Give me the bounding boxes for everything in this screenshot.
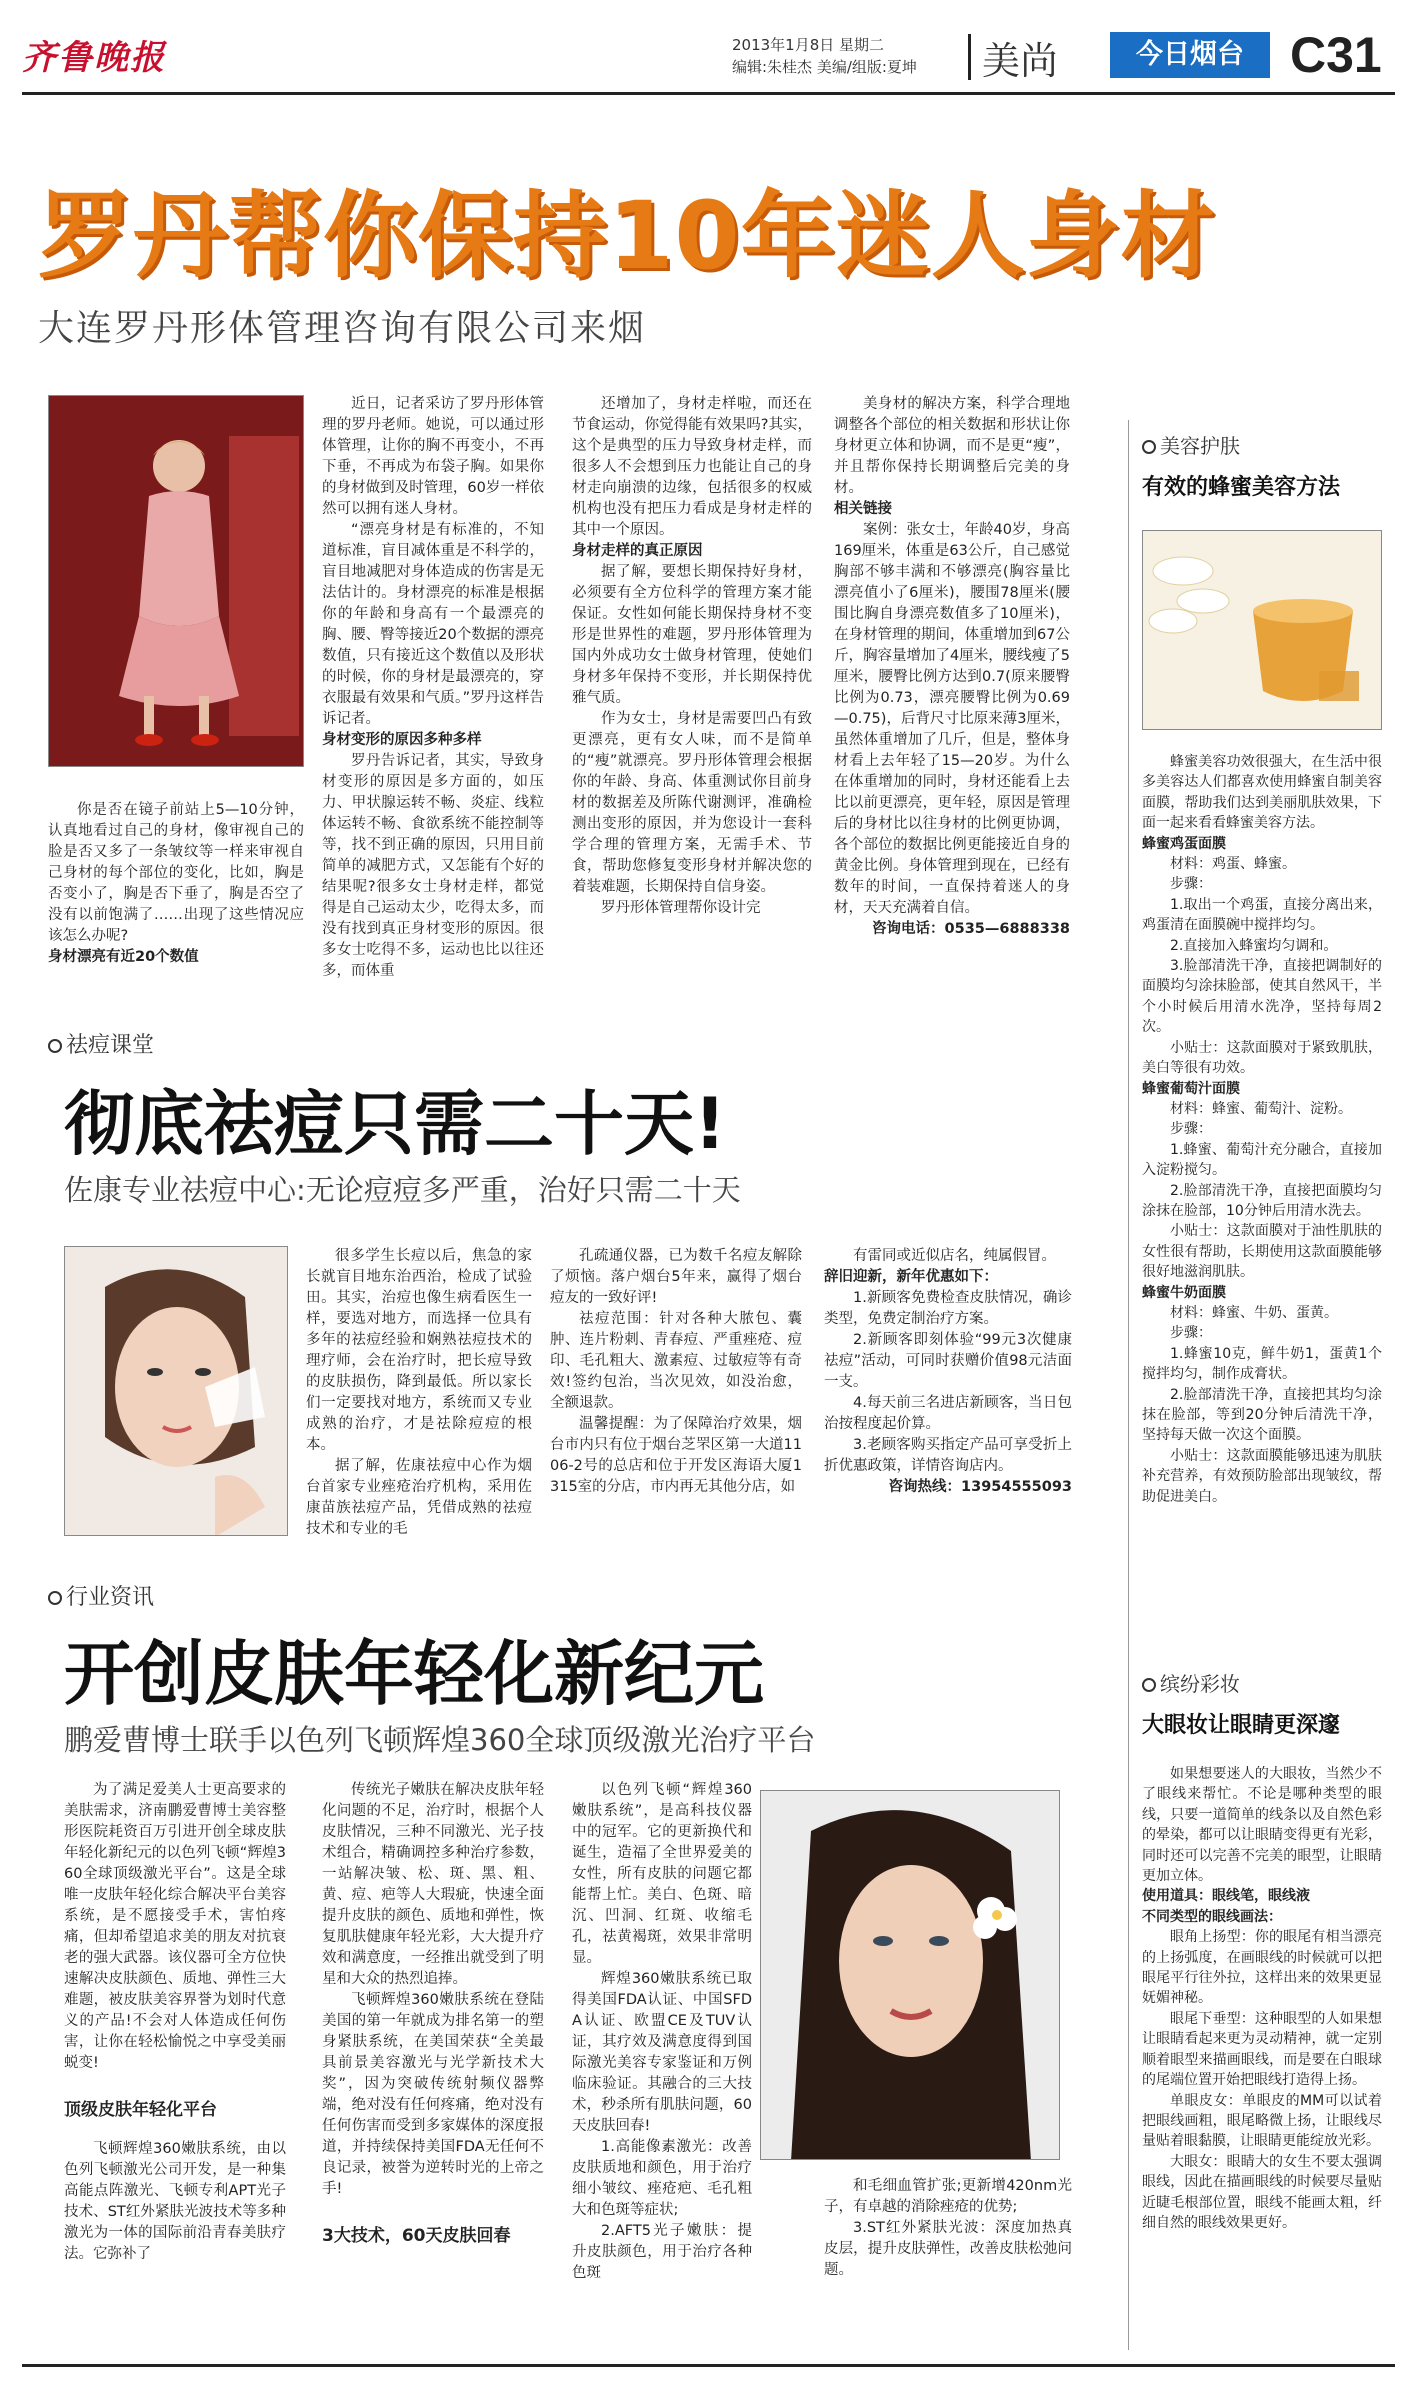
article2-paragraph: 据了解，佐康祛痘中心作为烟台首家专业痤疮治疗机构，采用佐康苗族祛痘产品，凭借成熟的祛痘技术和专业的毛 [306,1458,532,1537]
recipe-tip: 小贴士：这款面膜对于油性肌肤的女性很有帮助，长期使用这款面膜能够很好地滋润肌肤。 [1142,1223,1382,1281]
recipe-step: 1.蜂蜜10克，鲜牛奶1，蛋黄1个搅拌均匀，制作成膏状。 [1142,1345,1382,1383]
recipe-step: 2.脸部清洗干净，直接把其均匀涂抹在脸部，等到20分钟后清洗干净，坚持每天做一次这个面膜。 [1142,1386,1382,1444]
article2-offer-head: 辞旧迎新，新年优惠如下： [824,1269,998,1285]
article1-col4 [834,394,1070,940]
sidebar-divider [1128,420,1129,2350]
article1-case: 案例：张女士，年龄40岁，身高169厘米，体重是63公斤，自己感觉胸部不够丰满和不够漂亮(胸容量比漂亮值小了6厘米)，腰围78厘米(腰围比胸自身漂亮数值多了10厘米)，在身材管理的期间，体重增加到67公斤，胸容量增加了4厘米，腰线瘦了5厘米，腰臀比例方达到0.7(原来腰臀比例为0.73，漂亮腰臀比例为0.69—0.75)，后背尺寸比原来薄3厘米，虽然体重增加了几斤，但是，整体身材看上去年轻了15—20岁。为什么在体重增加的同时，身材还能看上去比以前更漂亮，更年轻，原因是管理后的身材比以往身材的比例更协调，各个部位的数据比例更能接近自身的黄金比例。身体管理到现在，已经有数年的时间，一直保持着迷人的身材，天天充满着自信。 [834,522,1070,916]
article3-paragraph: 传统光子嫩肤在解决皮肤年轻化问题的不足，治疗时，根据个人皮肤情况，三种不同激光、光子技术组合，精确调控多种治疗参数，一站解决皱、松、斑、黑、粗、黄、痘、疤等人大瑕疵，快速全面提升皮肤的颜色、质地和弹性，恢复肌肤健康年轻光彩，大大提升疗效和满意度，一经推出就受到了明星和大众的热烈追捧。 [322,1782,544,1987]
page-number: C31 [1290,27,1382,83]
issue-date: 2013年1月8日 星期二 [732,36,885,54]
article2-col1 [306,1246,532,1540]
recipe-title: 蜂蜜鸡蛋面膜 [1142,835,1226,852]
article2-col3 [824,1246,1072,1498]
article1-subhead-3: 身材走样的真正原因 [572,543,703,559]
article2-offer: 4.每天前三名进店新顾客，当日包治按程度起价算。 [824,1395,1072,1432]
article3-subhead-2: 3大技术，60天皮肤回春 [322,2226,511,2246]
article2-offer: 2.新顾客即刻体验“99元3次健康祛痘”活动，可同时获赠价值98元洁面一支。 [824,1332,1072,1390]
circle-bullet-icon [48,1591,62,1605]
recipe-step: 2.直接加入蜂蜜均匀调和。 [1170,937,1338,954]
article2-col2 [550,1246,802,1498]
photo-illustration-icon [49,396,304,767]
sidebar2-headline: 大眼妆让眼睛更深邃 [1142,1713,1341,1738]
recipe-step: 1.取出一个鸡蛋，直接分离出来，鸡蛋清在面膜碗中搅拌均匀。 [1142,896,1382,934]
sidebar1-headline: 有效的蜂蜜美容方法 [1142,475,1341,500]
face-photo-illustration-icon [65,1247,288,1536]
article1-col3 [572,394,812,919]
article1-subtitle: 大连罗丹形体管理咨询有限公司来烟 [38,308,647,349]
article1-phone: 咨询电话：0535—6888338 [872,921,1070,937]
recipe-tip: 小贴士：这款面膜能够迅速为肌肤补充营养，有效预防脸部出现皱纹，帮助促进美白。 [1142,1447,1382,1505]
recipe-materials: 材料：蜂蜜、牛奶、蛋黄。 [1170,1304,1338,1321]
article3-paragraph: 飞顿辉煌360嫩肤系统，由以色列飞顿激光公司开发，是一种集高能点阵激光、飞顿专利APT光子技术、ST红外紧肤光波技术等多种激光为一体的国际前沿青春美肤疗法。它弥补了 [64,2141,286,2262]
honey-illustration-icon [1143,531,1382,730]
article3-col4 [824,2176,1072,2281]
recipe-step: 2.脸部清洗干净，直接把面膜均匀涂抹在脸部，10分钟后用清水洗去。 [1142,1182,1382,1219]
article3-paragraph: 为了满足爱美人士更高要求的美肤需求，济南鹏爱曹博士美容整形医院耗资百万引进开创全球皮肤年轻化新纪元的以色列飞顿“辉煌360全球顶级激光平台”。这是全球唯一皮肤年轻化综合解决平台美容系统，是不愿接受手术，害怕疼痛，但却希望追求美的朋友对抗衰老的强大武器。该仪器可全方位快速解决皮肤颜色、质地、弹性三大难题，被皮肤美容界誉为划时代意义的产品!不会对人体造成任何伤害，让你在轻松愉悦之中享受美丽蜕变! [64,1782,286,2071]
article3-paragraph: 和毛细血管扩张;更新增420nm光子，有卓越的消除痤疮的优势; [824,2178,1072,2215]
article3-column-tag [48,1580,154,1611]
section-name: 美尚 [982,39,1059,83]
circle-bullet-icon [48,1039,62,1053]
sidebar1-column-tag [1142,430,1240,459]
article2-column-tag [48,1028,154,1059]
article3-paragraph: 以色列飞顿“辉煌360嫩肤系统”，是高科技仪器中的冠军。它的更新换代和诞生，造福了全世界爱美的女性，所有皮肤的问题它都能帮上忙。美白、色斑、暗沉、凹洞、红斑、收缩毛孔，祛黄褐斑，效果非常明显。 [572,1782,752,1966]
city-badge: 今日烟台 [1110,32,1270,78]
article2-offer: 3.老顾客购买指定产品可享受折上折优惠政策，详情咨询店内。 [824,1437,1072,1474]
article2-paragraph: 祛痘范围：针对各种大脓包、囊肿、连片粉刺、青春痘、严重痤疮、痘印、毛孔粗大、激素痘、过敏痘等有奇效!签约包治，当次见效，如没治愈，全额退款。 [550,1311,802,1411]
article1-headline: 罗丹帮你保持10年迷人身材 [38,182,1216,291]
article1-paragraph: 据了解，要想长期保持好身材，必须要有全方位科学的管理方案才能保证。女性如何能长期保持身材不变形是世界性的难题，罗丹形体管理为国内外成功女士做身材管理，使她们身材多年保持不变形，并长期保持优雅气质。 [572,564,812,706]
circle-bullet-icon [1142,440,1156,454]
recipe-step: 3.脸部清洗干净，直接把调制好的面膜均匀涂抹脸部，使其自然风干，半个小时候后用清水洗净，坚持每周2次。 [1142,958,1382,1036]
recipe-steps-label: 步骤： [1170,1121,1212,1138]
sidebar1-body [1142,752,1382,1507]
sidebar1-intro: 蜂蜜美容功效很强大，在生活中很多美容达人们都喜欢使用蜂蜜自制美容面膜，帮助我们达到美丽肌肤效果，下面一起来看看蜂蜜美容方法。 [1142,754,1382,832]
article2-paragraph: 有雷同或近似店名，纯属假冒。 [853,1248,1056,1264]
sidebar2-column-tag [1142,1668,1240,1697]
article2-paragraph: 孔疏通仪器，已为数千名痘友解除了烦恼。落户烟台5年来，赢得了烟台痘友的一致好评! [550,1248,802,1306]
woman-face-mask-photo [64,1246,288,1536]
sidebar2-body [1142,1764,1382,2233]
recipe-step: 1.蜂蜜、葡萄汁充分融合，直接加入淀粉搅匀。 [1142,1141,1382,1179]
tag-label: 行业资讯 [66,1585,155,1610]
top-rule [22,92,1395,95]
article1-paragraph: 作为女士，身材是需要凹凸有致更漂亮，更有女人味，而不是简单的“瘦”就漂亮。罗丹形体管理会根据你的年龄、身高、体重测试你目前身材的数据差及所陈代谢测评，准确检测出变形的原因，并为您设计一套科学合理的管理方案，无需手术、节食，帮助您修复变形身材并解决您的着装难题，长期保持自信身姿。 [572,711,812,895]
article1-paragraph: “漂亮身材是有标准的，不知道标准，盲目减体重是不科学的，盲目地减肥对身体造成的伤害是无法估计的。身材漂亮的标准是根据你的年龄和身高有一个最漂亮的胸、腰、臀等接近20个数据的漂亮数值，只有接近这个数值以及形状的时候，你的身材是最漂亮的，穿衣服最有效果和气质。”罗丹这样告诉记者。 [322,522,544,727]
woman-flower-portrait-photo [760,1790,1060,2160]
article3-col1 [64,1780,286,2265]
eye-type-item: 眼角上扬型：你的眼尾有相当漂亮的上扬弧度，在画眼线的时候就可以把眼尾平行往外拉，这样出来的效果更显妩媚神秘。 [1142,1929,1382,2007]
article1-paragraph: 还增加了，身材走样啦，而还在节食运动，你觉得能有效果吗?其实，这个是典型的压力导致身材走样，而很多人不会想到压力也能让自己的身材走向崩溃的边缘，包括很多的权威机构也没有把压力看成是身材走样的其中一个原因。 [572,396,812,538]
recipe-steps-label: 步骤： [1170,876,1212,893]
article2-offer: 1.新顾客免费检查皮肤情况，确诊类型，免费定制治疗方案。 [824,1290,1072,1327]
tag-label: 美容护肤 [1160,434,1240,458]
article2-paragraph: 温馨提醒：为了保障治疗效果，烟台市内只有位于烟台芝罘区第一大道1106-2号的总店和位于开发区海语大厦1315室的分店，市内再无其他分店，如 [550,1416,802,1495]
header-divider [968,34,971,80]
article3-paragraph: 辉煌360嫩肤系统已取得美国FDA认证、中国SFDA认证、欧盟CE及TUV认证，其疗效及满意度得到国际激光美容专家鉴证和万例临床验证。其融合的三大技术，秒杀所有肌肤问题，60天皮肤回春! [572,1971,752,2134]
editor-credits: 编辑:朱桂杰 美编/组版:夏坤 [732,58,917,76]
types-head: 不同类型的眼线画法： [1142,1908,1282,1925]
eye-type-item: 单眼皮女：单眼皮的MM可以试着把眼线画粗，眼尾略微上扬，让眼线尽量贴着眼黏膜，让眼睛更能绽放光彩。 [1142,2092,1382,2150]
article3-subhead-1: 顶级皮肤年轻化平台 [64,2100,217,2120]
article1-paragraph: 美身材的解决方案，科学合理地调整各个部位的相关数据和形状让你身材更立体和协调，而不是更“瘦”，并且帮你保持长期调整后完美的身材。 [834,396,1070,496]
article1-col2 [322,394,544,982]
article3-paragraph: 飞顿辉煌360嫩肤系统在登陆美国的第一年就成为排名第一的塑身紧肤系统，在美国荣获“全美最具前景美容激光与光学新技术大奖”，因为突破传统射频仪器弊端，绝对没有任何疼痛，绝对没有任何伤害而受到多家媒体的深度报道，并持续保持美国FDA无任何不良记录，被誉为逆转时光的上帝之手! [322,1992,544,2197]
article3-paragraph: 3.ST红外紧肤光波：深度加热真皮层，提升皮肤弹性，改善皮肤松弛问题。 [824,2220,1072,2278]
header-meta [732,34,917,78]
article2-paragraph: 很多学生长痘以后，焦急的家长就盲目地东治西治，检成了试验田。其实，治痘也像生病看医生一样，要选对地方，而选择一位具有多年的祛痘经验和娴熟祛痘技术的理疗师，会在治疗时，把长痘导致的皮肤损伤，降到最低。所以家长们一定要找对地方，系统而又专业成熟的治疗，才是祛除痘痘的根本。 [306,1248,532,1453]
sidebar2-intro: 如果想要迷人的大眼妆，当然少不了眼线来帮忙。不论是哪种类型的眼线，只要一道简单的线条以及自然色彩的晕染，都可以让眼睛变得更有光彩，同时还可以完善不完美的眼型，让眼睛更加立体。 [1142,1766,1382,1885]
article3-paragraph: 2.AFT5光子嫩肤：提升皮肤颜色，用于治疗各种色斑 [572,2223,752,2281]
newspaper-logo: 齐鲁晚报 [22,38,166,78]
article3-headline: 开创皮肤年轻化新纪元 [64,1633,764,1715]
eye-type-item: 大眼女：眼睛大的女生不要太强调眼线，因此在描画眼线的时候要尽量贴近睫毛根部位置，眼线不能画太粗，纤细自然的眼线效果更好。 [1142,2153,1382,2231]
tag-label: 祛痘课堂 [66,1033,155,1058]
article3-col3 [572,1780,752,2284]
recipe-steps-label: 步骤： [1170,1325,1212,1342]
article3-paragraph: 1.高能像素激光：改善皮肤质地和颜色，用于治疗细小皱纹、痤疮疤、毛孔粗大和色斑等症状; [572,2139,752,2218]
bottom-rule [22,2364,1395,2367]
article3-subtitle: 鹏爱曹博士联手以色列飞顿辉煌360全球顶级激光治疗平台 [64,1723,816,1757]
tag-label: 缤纷彩妆 [1160,1672,1240,1696]
article1-subhead-2: 身材变形的原因多种多样 [322,732,482,748]
recipe-title: 蜂蜜葡萄汁面膜 [1142,1080,1240,1097]
article2-headline: 彻底祛痘只需二十天! [64,1083,726,1165]
eye-type-item: 眼尾下垂型：这种眼型的人如果想让眼睛看起来更为灵动精神，就一定别顺着眼型来描画眼线，而是要在白眼球的尾端位置开始把眼线打造得上扬。 [1142,2010,1382,2089]
tools-line: 使用道具：眼线笔，眼线液 [1142,1888,1310,1905]
article1-paragraph: 罗丹形体管理帮你设计完 [601,900,761,916]
recipe-materials: 材料：蜂蜜、葡萄汁、淀粉。 [1170,1100,1352,1117]
recipe-title: 蜂蜜牛奶面膜 [1142,1284,1226,1301]
article1-col1 [48,800,304,968]
recipe-tip: 小贴士：这款面膜对于紧致肌肤，美白等很有功效。 [1142,1039,1382,1077]
article1-paragraph: 近日，记者采访了罗丹形体管理的罗丹老师。她说，可以通过形体管理，让你的胸不再变小，不再下垂，不再成为布袋子胸。如果你的身材做到及时管理，60岁一样依然可以拥有迷人身材。 [322,396,544,517]
article1-paragraph: 罗丹告诉记者，其实，导致身材变形的原因是多方面的，如压力、甲状腺运转不畅、炎症、线粒体运转不畅、食欲系统不能控制等等，找不到正确的原因，只用目前简单的减肥方式，又怎能有个好的结果呢?很多女士身材走样，都觉得是自己运动太少，吃得太多，而没有找到真正身材变形的原因。很多女士吃得不多，运动也比以往还多，而体重 [322,753,544,979]
article3-col2 [322,1780,544,2247]
circle-bullet-icon [1142,1678,1156,1692]
article1-intro: 你是否在镜子前站上5—10分钟，认真地看过自己的身材，像审视自己的脸是否又多了一条皱纹等一样来审视自己身材的每个部位的变化，比如，胸是否变小了，胸是否下垂了，胸是否空了没有以前饱满了……出现了这些情况应该怎么办呢? [48,802,304,944]
article2-subtitle: 佐康专业祛痘中心:无论痘痘多严重，治好只需二十天 [64,1173,741,1207]
article1-subhead-1: 身材漂亮有近20个数值 [48,949,199,965]
article2-phone: 咨询热线：13954555093 [888,1479,1072,1495]
recipe-materials: 材料：鸡蛋、蜂蜜。 [1170,856,1296,873]
woman-red-dress-photo [48,395,304,767]
article1-subhead-4: 相关链接 [834,501,892,517]
honey-jar-photo [1142,530,1382,730]
portrait-illustration-icon [761,1791,1060,2160]
